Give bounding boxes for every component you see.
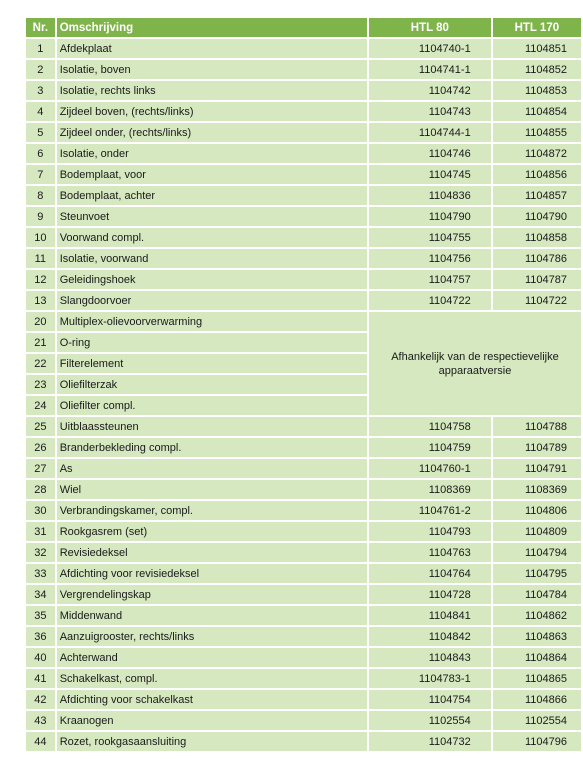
table-row [26, 627, 581, 646]
row-nr: 44 [26, 732, 55, 751]
row-htl170: 1104853 [493, 81, 581, 100]
row-nr: 27 [26, 459, 55, 478]
table-row [26, 123, 581, 142]
row-description: Rozet, rookgasaansluiting [57, 732, 367, 751]
row-nr: 26 [26, 438, 55, 457]
row-htl170: 1104787 [493, 270, 581, 289]
row-htl80: 1104759 [369, 438, 491, 457]
row-htl80: 1104741-1 [369, 60, 491, 79]
row-nr: 36 [26, 627, 55, 646]
row-description: Afdichting voor revisiedeksel [57, 564, 367, 583]
row-description: Voorwand compl. [57, 228, 367, 247]
row-htl170: 1104857 [493, 186, 581, 205]
row-nr: 24 [26, 396, 55, 415]
row-description: Uitblaassteunen [57, 417, 367, 436]
row-description: Kraanogen [57, 711, 367, 730]
row-nr: 23 [26, 375, 55, 394]
row-description: Wiel [57, 480, 367, 499]
table-body [26, 39, 581, 751]
row-htl170: 1102554 [493, 711, 581, 730]
row-description: Geleidingshoek [57, 270, 367, 289]
row-description: O-ring [57, 333, 367, 352]
row-htl80: 1104743 [369, 102, 491, 121]
row-htl80: 1104843 [369, 648, 491, 667]
row-nr: 21 [26, 333, 55, 352]
row-description: Schakelkast, compl. [57, 669, 367, 688]
row-description: Rookgasrem (set) [57, 522, 367, 541]
row-nr: 3 [26, 81, 55, 100]
table-row [26, 501, 581, 520]
table-row [26, 207, 581, 226]
row-description: Zijdeel boven, (rechts/links) [57, 102, 367, 121]
row-htl80: 1104758 [369, 417, 491, 436]
table-row [26, 711, 581, 730]
row-description: Middenwand [57, 606, 367, 625]
row-description: Steunvoet [57, 207, 367, 226]
row-description: Isolatie, voorwand [57, 249, 367, 268]
row-htl170: 1104806 [493, 501, 581, 520]
table-row [26, 648, 581, 667]
row-nr: 1 [26, 39, 55, 58]
row-description: Slangdoorvoer [57, 291, 367, 310]
row-htl170: 1104722 [493, 291, 581, 310]
table-row [26, 39, 581, 58]
row-description: Achterwand [57, 648, 367, 667]
version-dependent-note: Afhankelijk van de respectievelijke apparaatversie [369, 312, 581, 415]
row-description: Isolatie, rechts links [57, 81, 367, 100]
row-nr: 22 [26, 354, 55, 373]
row-nr: 40 [26, 648, 55, 667]
row-htl80: 1104744-1 [369, 123, 491, 142]
row-htl170: 1104855 [493, 123, 581, 142]
row-htl170: 1104865 [493, 669, 581, 688]
row-htl80: 1104764 [369, 564, 491, 583]
row-htl80: 1104740-1 [369, 39, 491, 58]
header-nr: Nr. [26, 18, 55, 37]
row-htl170: 1104786 [493, 249, 581, 268]
row-htl80: 1104793 [369, 522, 491, 541]
row-nr: 32 [26, 543, 55, 562]
table-row [26, 690, 581, 709]
row-htl80: 1104756 [369, 249, 491, 268]
row-htl170: 1104791 [493, 459, 581, 478]
table-row [26, 459, 581, 478]
row-description: Vergrendelingskap [57, 585, 367, 604]
row-htl170: 1104790 [493, 207, 581, 226]
row-description: Bodemplaat, achter [57, 186, 367, 205]
row-htl80: 1104783-1 [369, 669, 491, 688]
table-row [26, 543, 581, 562]
row-description: Branderbekleding compl. [57, 438, 367, 457]
table-row [26, 228, 581, 247]
table-row [26, 438, 581, 457]
row-nr: 43 [26, 711, 55, 730]
row-nr: 4 [26, 102, 55, 121]
table-row [26, 249, 581, 268]
row-nr: 12 [26, 270, 55, 289]
parts-table [24, 16, 583, 753]
row-htl170: 1104789 [493, 438, 581, 457]
header-description: Omschrijving [57, 18, 367, 37]
row-nr: 28 [26, 480, 55, 499]
table-row [26, 291, 581, 310]
row-htl80: 1104732 [369, 732, 491, 751]
row-htl170: 1104872 [493, 144, 581, 163]
row-nr: 35 [26, 606, 55, 625]
row-htl170: 1104794 [493, 543, 581, 562]
row-htl170: 1104866 [493, 690, 581, 709]
row-description: Revisiedeksel [57, 543, 367, 562]
row-htl170: 1104856 [493, 165, 581, 184]
row-nr: 41 [26, 669, 55, 688]
row-nr: 33 [26, 564, 55, 583]
row-description: Afdekplaat [57, 39, 367, 58]
row-htl170: 1104862 [493, 606, 581, 625]
row-htl170: 1104863 [493, 627, 581, 646]
row-description: Oliefilterzak [57, 375, 367, 394]
header-htl80: HTL 80 [369, 18, 491, 37]
row-nr: 2 [26, 60, 55, 79]
row-description: Multiplex-olievoorverwarming [57, 312, 367, 331]
table-row [26, 165, 581, 184]
row-htl80: 1104728 [369, 585, 491, 604]
row-nr: 11 [26, 249, 55, 268]
row-description: Oliefilter compl. [57, 396, 367, 415]
row-nr: 8 [26, 186, 55, 205]
row-nr: 10 [26, 228, 55, 247]
row-htl80: 1104722 [369, 291, 491, 310]
row-nr: 6 [26, 144, 55, 163]
row-htl80: 1104757 [369, 270, 491, 289]
row-htl170: 1104788 [493, 417, 581, 436]
header-htl170: HTL 170 [493, 18, 581, 37]
row-htl170: 1104858 [493, 228, 581, 247]
row-htl170: 1104854 [493, 102, 581, 121]
row-description: Zijdeel onder, (rechts/links) [57, 123, 367, 142]
table-row [26, 312, 581, 331]
table-row [26, 522, 581, 541]
row-nr: 42 [26, 690, 55, 709]
table-row [26, 81, 581, 100]
row-htl80: 1104742 [369, 81, 491, 100]
table-row [26, 60, 581, 79]
row-htl80: 1104755 [369, 228, 491, 247]
row-htl80: 1104763 [369, 543, 491, 562]
row-htl80: 1104760-1 [369, 459, 491, 478]
row-htl170: 1108369 [493, 480, 581, 499]
row-htl80: 1108369 [369, 480, 491, 499]
table-row [26, 606, 581, 625]
row-description: Bodemplaat, voor [57, 165, 367, 184]
row-htl170: 1104795 [493, 564, 581, 583]
row-htl80: 1104761-2 [369, 501, 491, 520]
row-nr: 7 [26, 165, 55, 184]
row-htl80: 1102554 [369, 711, 491, 730]
row-description: As [57, 459, 367, 478]
row-htl80: 1104754 [369, 690, 491, 709]
row-htl170: 1104784 [493, 585, 581, 604]
row-htl80: 1104842 [369, 627, 491, 646]
row-htl170: 1104809 [493, 522, 581, 541]
row-htl80: 1104745 [369, 165, 491, 184]
row-nr: 34 [26, 585, 55, 604]
row-htl80: 1104746 [369, 144, 491, 163]
row-htl80: 1104841 [369, 606, 491, 625]
table-row [26, 186, 581, 205]
row-description: Filterelement [57, 354, 367, 373]
row-htl170: 1104796 [493, 732, 581, 751]
table-row [26, 270, 581, 289]
table-row [26, 585, 581, 604]
table-row [26, 564, 581, 583]
row-nr: 9 [26, 207, 55, 226]
row-description: Isolatie, boven [57, 60, 367, 79]
row-description: Aanzuigrooster, rechts/links [57, 627, 367, 646]
table-row [26, 144, 581, 163]
row-htl80: 1104836 [369, 186, 491, 205]
row-nr: 31 [26, 522, 55, 541]
table-row [26, 669, 581, 688]
row-htl170: 1104852 [493, 60, 581, 79]
table-row [26, 102, 581, 121]
table-header-row [26, 18, 581, 37]
row-description: Verbrandingskamer, compl. [57, 501, 367, 520]
table-row [26, 732, 581, 751]
row-nr: 5 [26, 123, 55, 142]
table-row [26, 480, 581, 499]
row-htl170: 1104864 [493, 648, 581, 667]
parts-table-container [24, 16, 583, 753]
row-description: Afdichting voor schakelkast [57, 690, 367, 709]
table-row [26, 417, 581, 436]
row-nr: 13 [26, 291, 55, 310]
row-nr: 20 [26, 312, 55, 331]
row-htl170: 1104851 [493, 39, 581, 58]
row-nr: 25 [26, 417, 55, 436]
row-nr: 30 [26, 501, 55, 520]
row-htl80: 1104790 [369, 207, 491, 226]
row-description: Isolatie, onder [57, 144, 367, 163]
